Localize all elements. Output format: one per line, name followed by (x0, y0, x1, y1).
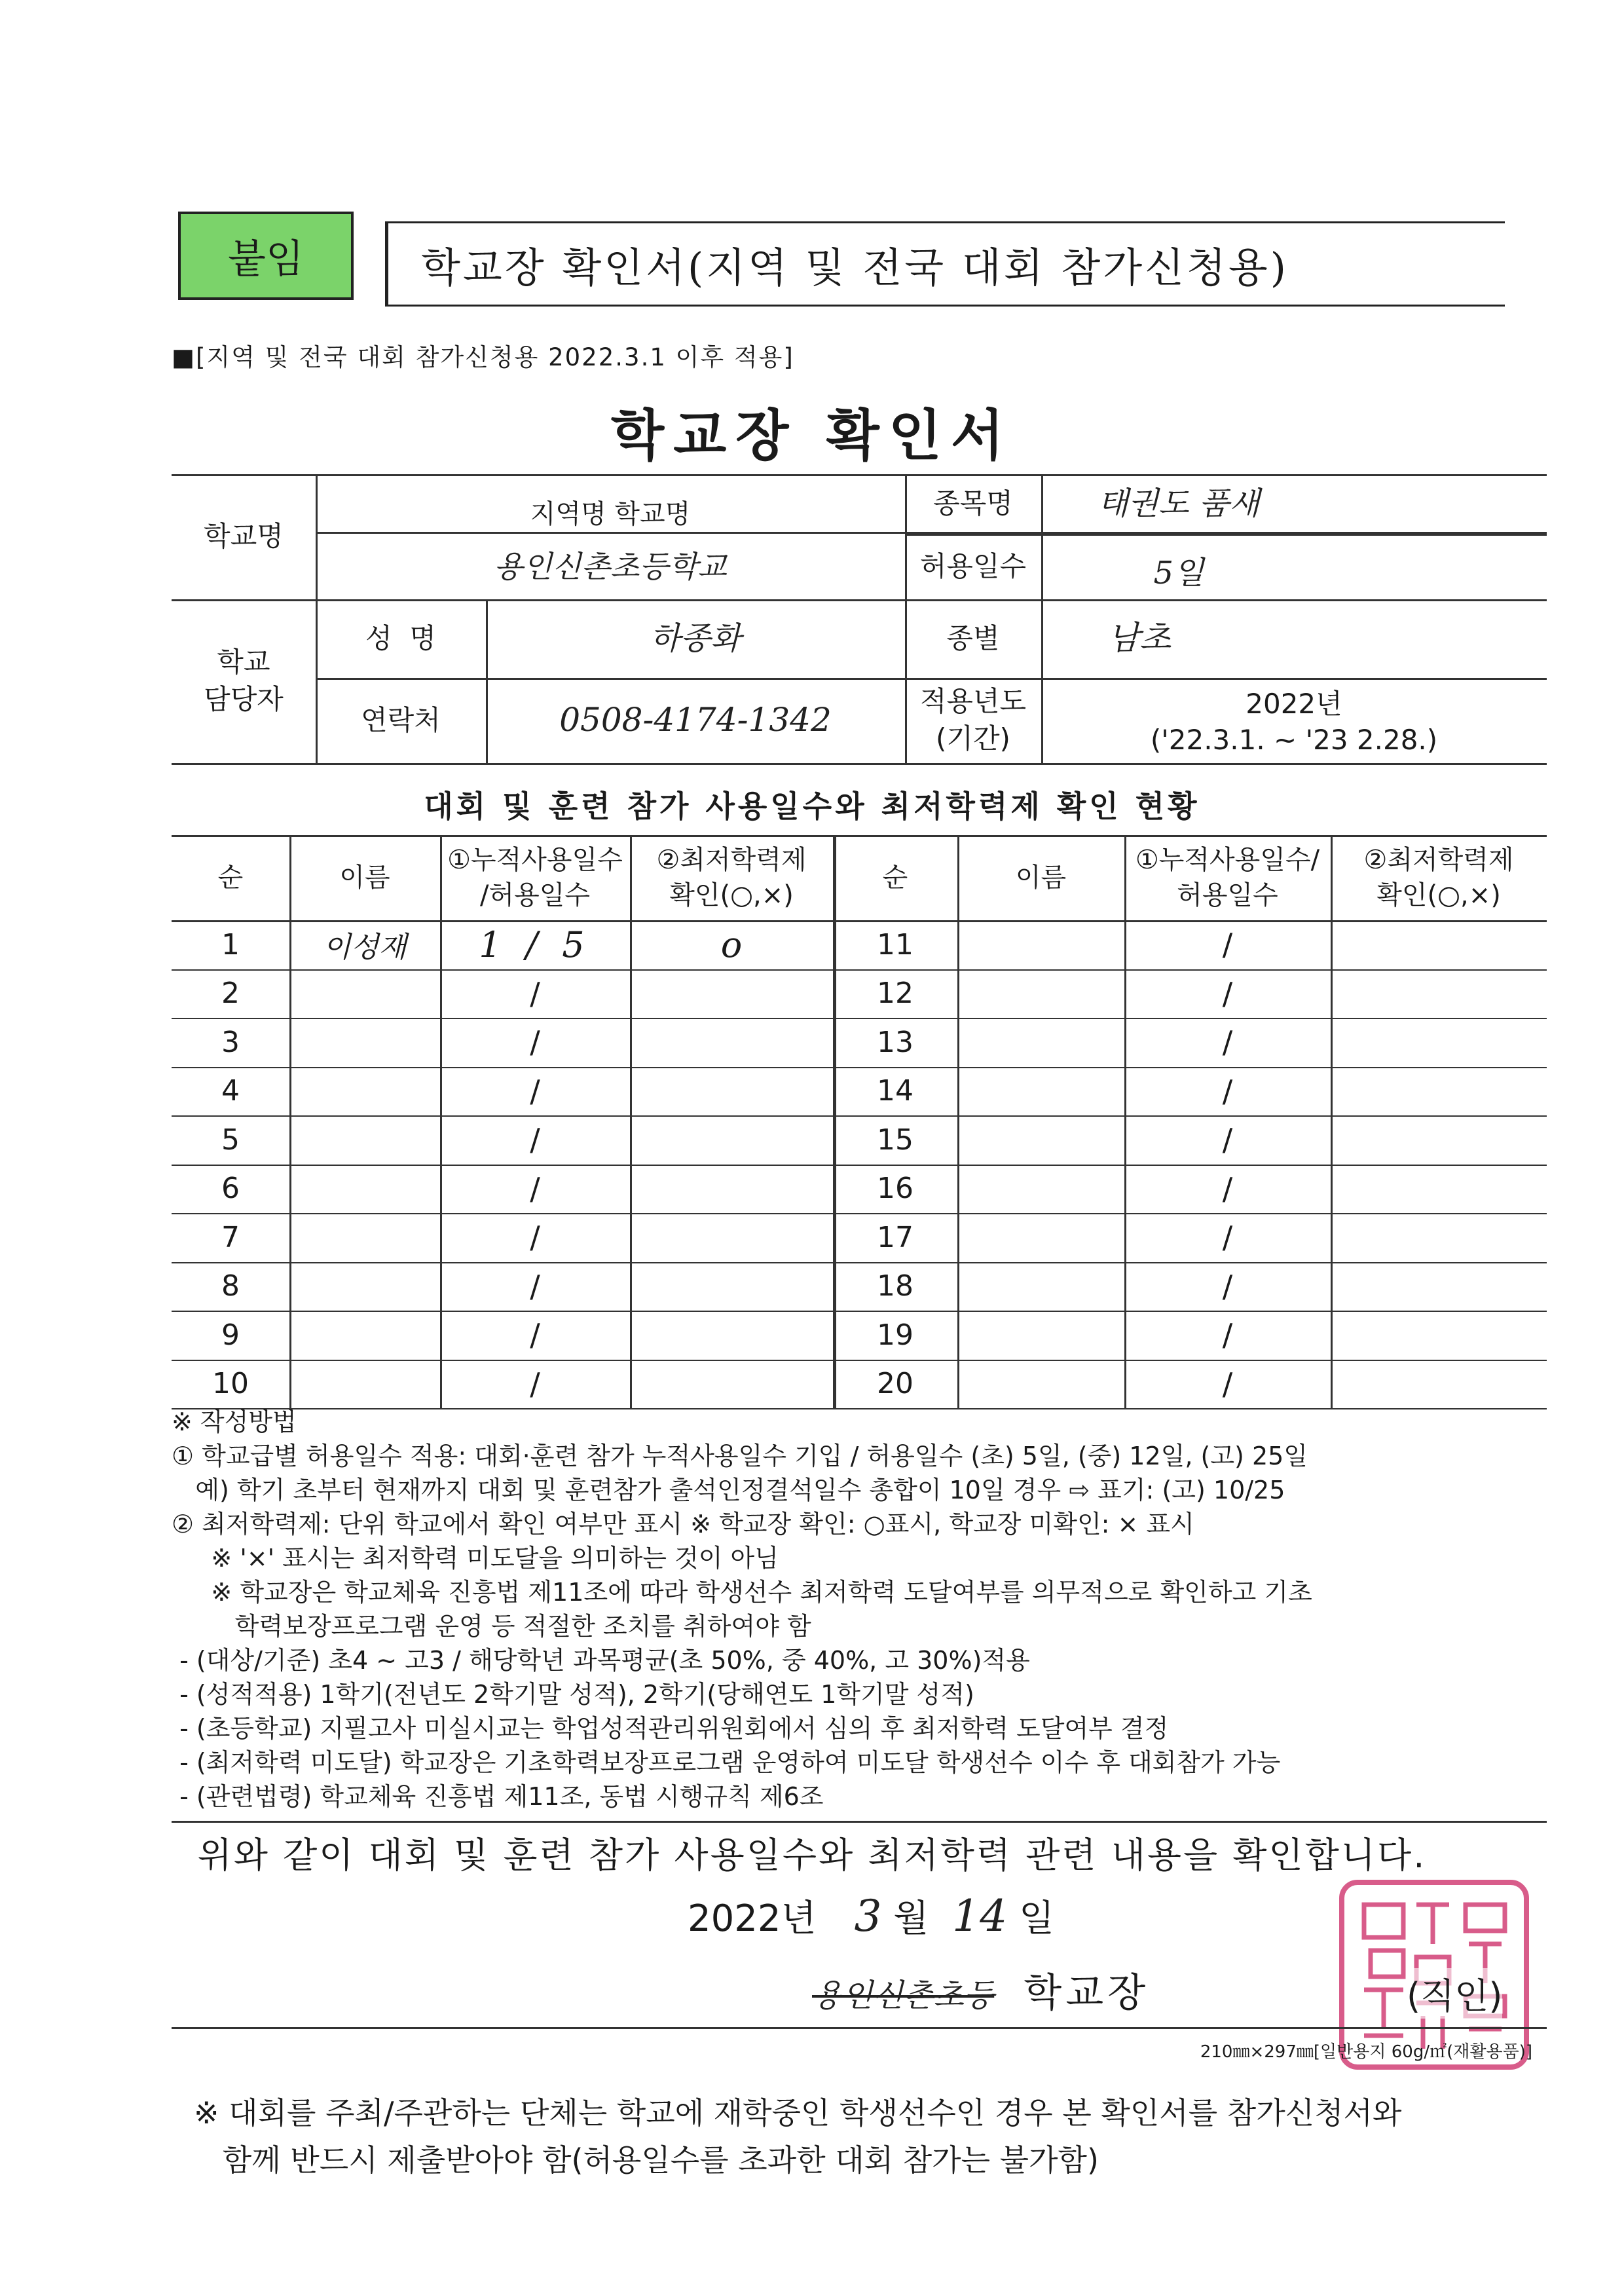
instruction-line: ※ 학교장은 학교체육 진흥법 제11조에 따라 학생선수 최저학력 도달여부를 의무적으로 확인하고 기초 (172, 1578, 1312, 1607)
date-day-label: 일 (1018, 1897, 1055, 1940)
used-days: / (530, 1366, 540, 1402)
instruction-line: ② 최저학력제: 단위 학교에서 확인 여부만 표시 ※ 학교장 확인: ○표시, 학교장 미확인: × 표시 (172, 1510, 1194, 1539)
year-label: 적용년도 (기간) (919, 685, 1027, 755)
used-days: / (1222, 1073, 1233, 1109)
athlete-name: 이성재 (323, 931, 407, 965)
row-number: 19 (877, 1318, 913, 1352)
header-min-achievement: ②최저학력제 확인(○,×) (1363, 845, 1514, 910)
row-number: 18 (877, 1269, 913, 1303)
athlete-name (289, 1067, 440, 1116)
instructions-lines (172, 1439, 1547, 1814)
divider (172, 763, 1547, 765)
instruction-line: - (대상/기준) 초4 ~ 고3 / 해당학년 과목평균(초 50%, 중 40%, 고 30%)적용 (172, 1646, 1030, 1675)
category-label: 종별 (946, 622, 1000, 654)
principal-title: 학교장 (1024, 1970, 1150, 2016)
usage-table (172, 835, 1547, 1411)
used-days: / (1222, 975, 1233, 1011)
date-month-label: 월 (893, 1897, 929, 1940)
min-achievement-check (630, 1311, 833, 1360)
manager-label: 학교 담당자 (204, 646, 284, 715)
divider (957, 835, 959, 1408)
instruction-line: - (초등학교) 지필고사 미실시교는 학업성적관리위원회에서 심의 후 최저학력 도달여부 결정 (172, 1714, 1169, 1743)
date-month-value: 3 (854, 1891, 882, 1941)
instruction-line: ※ '×' 표시는 최저학력 미도달을 의미하는 것이 아님 (172, 1544, 779, 1573)
paper-spec: 210㎜×297㎜[일반용지 60g/㎡(재활용품)] (1200, 2042, 1532, 2062)
row-number: 20 (877, 1367, 913, 1401)
period-value: ('22.3.1. ~ '23 2.28.) (1150, 723, 1438, 756)
attachment-badge: 붙임 (178, 212, 354, 300)
row-number: 10 (212, 1367, 249, 1401)
used-days: / (1222, 1122, 1233, 1158)
used-days: / (530, 1122, 540, 1158)
used-days: / (530, 1220, 540, 1256)
min-achievement-check (630, 969, 833, 1018)
header-name: 이름 (339, 863, 390, 893)
date-year: 2022년 (688, 1897, 817, 1940)
used-days: / (1222, 1268, 1233, 1304)
category-value: 남초 (1107, 619, 1172, 658)
used-days: / (1222, 1317, 1233, 1353)
header-days: ①누적사용일수/ 허용일수 (1135, 845, 1320, 910)
row-number: 1 (221, 927, 240, 961)
used-days: / (1222, 1170, 1233, 1206)
header-no: 순 (217, 863, 244, 893)
used-days: / (1222, 1220, 1233, 1256)
school-name-value: 용인신촌초등학교 (494, 548, 727, 584)
page-title: 학교장 확인서 (610, 403, 1014, 468)
used-days: 1 / 5 (479, 924, 591, 965)
min-achievement-check (630, 1115, 833, 1165)
region-school-label: 지역명 학교명 (530, 499, 691, 529)
instruction-line: ① 학교급별 허용일수 적용: 대회·훈련 참가 누적사용일수 기입 / 허용일수 (초) 5일, (중) 12일, (고) 25일 (172, 1442, 1308, 1470)
athlete-name (289, 969, 440, 1018)
school-label: 학교명 (204, 520, 284, 553)
manager-name-value: 하종화 (650, 620, 741, 657)
athlete-name (289, 1311, 440, 1360)
used-days: / (1222, 927, 1233, 963)
instruction-line: - (성적적용) 1학기(전년도 2학기말 성적), 2학기(당해연도 1학기말 성적) (172, 1680, 974, 1709)
min-achievement-check (630, 1018, 833, 1067)
submission-note-line: 함께 반드시 제출받아야 함(허용일수를 초과한 대회 참가는 불가함) (194, 2142, 1099, 2178)
row-number: 12 (877, 977, 913, 1011)
row-number: 14 (877, 1074, 913, 1108)
sport-value: 태권도 품새 (1098, 485, 1260, 522)
header-no: 순 (882, 863, 908, 893)
date-day-value: 14 (952, 1891, 1008, 1941)
row-number: 4 (221, 1074, 240, 1108)
manager-name-label: 성 명 (365, 622, 436, 654)
row-number: 16 (877, 1172, 913, 1206)
divider (1331, 835, 1333, 1408)
athlete-name (289, 1018, 440, 1067)
row-number: 9 (221, 1318, 240, 1352)
row-number: 13 (877, 1025, 913, 1059)
divider (172, 1821, 1547, 1823)
row-number: 3 (221, 1025, 240, 1059)
divider (172, 474, 1547, 476)
min-achievement-check (630, 1213, 833, 1262)
contact-value: 0508-4174-1342 (559, 701, 832, 739)
header-name: 이름 (1015, 863, 1067, 893)
document-header-title: 학교장 확인서(지역 및 전국 대회 참가신청용) (385, 221, 1505, 307)
used-days: / (530, 1073, 540, 1109)
confirmation-statement: 위와 같이 대회 및 훈련 참가 사용일수와 최저학력 관련 내용을 확인합니다. (197, 1835, 1427, 1876)
athlete-name (289, 1213, 440, 1262)
allowed-days-value: 5일 (1153, 554, 1204, 591)
year-value: 2022년 (1246, 687, 1342, 720)
row-number: 8 (221, 1269, 240, 1303)
min-achievement-check (630, 1360, 833, 1409)
min-achievement-check (630, 1165, 833, 1214)
used-days: / (530, 975, 540, 1011)
row-number: 17 (877, 1220, 913, 1254)
header-min-achievement: ②최저학력제 확인(○,×) (656, 845, 807, 910)
min-achievement-check (630, 1262, 833, 1311)
allowed-days-label: 허용일수 (919, 550, 1027, 582)
principal-signature-line (812, 1962, 1149, 2018)
used-days: / (530, 1317, 540, 1353)
confirmation-date (688, 1890, 1054, 1942)
min-achievement-check: o (720, 924, 743, 965)
contact-label: 연락처 (361, 703, 441, 736)
athlete-name (289, 1360, 440, 1409)
seal-label: (직인) (1407, 1968, 1502, 2019)
applicability-note: ■[지역 및 전국 대회 참가신청용 2022.3.1 이후 적용] (172, 343, 794, 371)
used-days: / (530, 1170, 540, 1206)
instruction-line: - (관련법령) 학교체육 진흥법 제11조, 동법 시행규칙 제6조 (172, 1782, 824, 1811)
header-days: ①누적사용일수 /허용일수 (447, 845, 623, 910)
instruction-line: 학력보장프로그램 운영 등 적절한 조치를 취하여야 함 (172, 1612, 811, 1641)
row-number: 7 (221, 1220, 240, 1254)
min-achievement-check (630, 1067, 833, 1116)
instructions-heading: ※ 작성방법 (172, 1408, 297, 1436)
row-number: 2 (221, 977, 240, 1011)
row-number: 5 (221, 1123, 240, 1157)
used-days: / (1222, 1366, 1233, 1402)
row-number: 11 (877, 927, 913, 961)
athlete-name (289, 1262, 440, 1311)
submission-note (194, 2089, 1401, 2184)
school-name-handwritten: 용인신촌초등 (812, 1977, 995, 2014)
used-days: / (1222, 1024, 1233, 1060)
athlete-name (289, 1165, 440, 1214)
instruction-line: 예) 학기 초부터 현재까지 대회 및 훈련참가 출석인정결석일수 총합이 10일 경우 ⇨ 표기: (고) 10/25 (172, 1476, 1285, 1504)
used-days: / (530, 1024, 540, 1060)
sport-label: 종목명 (933, 487, 1013, 519)
row-number: 15 (877, 1123, 913, 1157)
writing-instructions (172, 1405, 1547, 1814)
usage-section-title: 대회 및 훈련 참가 사용일수와 최저학력제 확인 현황 (424, 789, 1200, 824)
used-days: / (530, 1268, 540, 1304)
submission-note-line: ※ 대회를 주최/주관하는 단체는 학교에 재학중인 학생선수인 경우 본 확인서를 참가신청서와 (194, 2095, 1402, 2131)
divider (172, 2027, 1547, 2029)
instruction-line: - (최저학력 미도달) 학교장은 기초학력보장프로그램 운영하여 미도달 학생선수 이수 후 대회참가 가능 (172, 1748, 1281, 1777)
row-number: 6 (221, 1172, 240, 1206)
athlete-name (289, 1115, 440, 1165)
